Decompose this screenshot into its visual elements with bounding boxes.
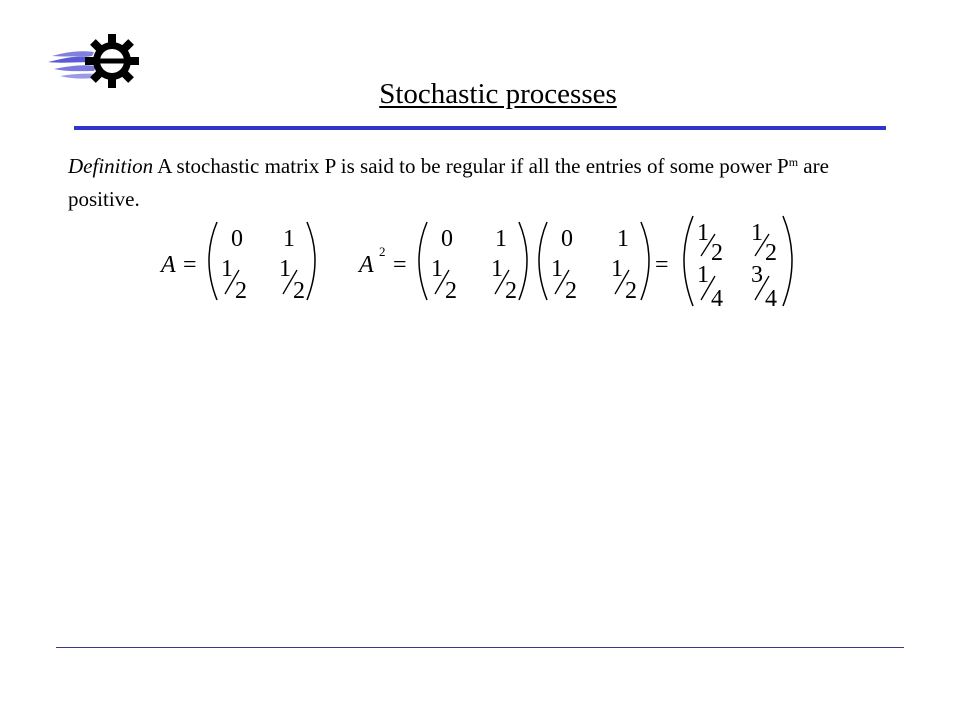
fraction-numerator: 3: [751, 262, 763, 288]
definition-paragraph: [68, 150, 888, 216]
equals-sign-3: =: [655, 252, 669, 278]
definition-text: A stochastic matrix P is said to be regular if all the entries of some power P: [153, 154, 789, 178]
fraction-denominator: 2: [293, 278, 305, 304]
equals-sign-1: =: [183, 252, 197, 278]
fraction-half: [221, 256, 247, 304]
fraction-denominator: 4: [711, 286, 723, 312]
fraction-half: [279, 256, 305, 304]
fraction-denominator: 4: [765, 286, 777, 312]
fraction-denominator: 2: [711, 240, 723, 266]
fraction-numerator: 1: [279, 256, 291, 282]
result-matrix: [684, 216, 792, 312]
fraction-numerator: 1: [221, 256, 233, 282]
fraction-numerator: 1: [697, 262, 709, 288]
matrix-A-factor-1: [419, 222, 527, 304]
matrix-A: [209, 222, 315, 304]
power-superscript: m: [788, 155, 799, 169]
matrix-cell: 1: [617, 226, 629, 252]
fraction-numerator: 1: [431, 256, 443, 282]
matrix-cell: 1: [495, 226, 507, 252]
fraction-numerator: 1: [491, 256, 503, 282]
matrix-cell: 0: [561, 226, 573, 252]
definition-text-end: are positive.: [68, 154, 829, 211]
symbol-A: A: [161, 252, 176, 278]
footer-rule: [56, 647, 904, 648]
matrix-A-factor-2: [539, 222, 649, 304]
title-underline-rule: [74, 126, 886, 130]
matrix-A-cell: 0: [231, 226, 243, 252]
fraction-numerator: 1: [697, 220, 709, 246]
matrix-cell: 0: [441, 226, 453, 252]
matrix-equation: [155, 212, 805, 312]
fraction-numerator: 1: [751, 220, 763, 246]
fraction-numerator: 1: [611, 256, 623, 282]
fraction-denominator: 2: [565, 278, 577, 304]
definition-term: Definition: [68, 154, 154, 178]
fraction-denominator: 2: [235, 278, 247, 304]
slide-title: Stochastic processes: [379, 78, 617, 110]
fraction-denominator: 2: [625, 278, 637, 304]
exponent-2: 2: [379, 244, 386, 259]
equals-sign-2: =: [393, 252, 407, 278]
matrix-A-cell: 1: [283, 226, 295, 252]
fraction-denominator: 2: [445, 278, 457, 304]
fraction-denominator: 2: [505, 278, 517, 304]
fraction-numerator: 1: [551, 256, 563, 282]
fraction-denominator: 2: [765, 240, 777, 266]
symbol-A2: A: [359, 252, 374, 278]
